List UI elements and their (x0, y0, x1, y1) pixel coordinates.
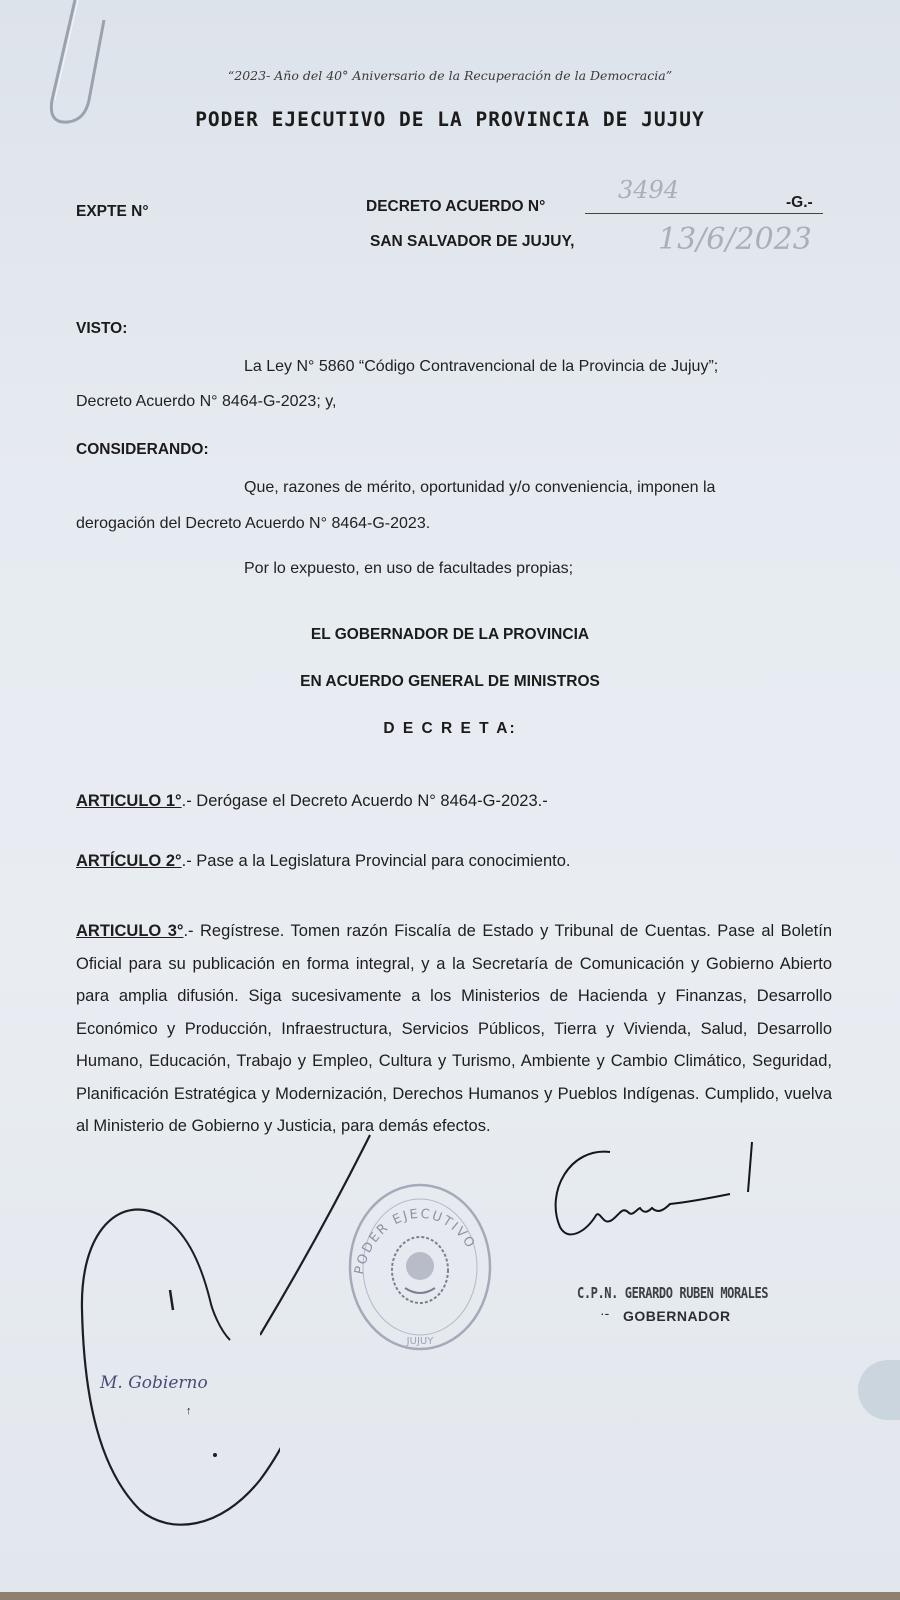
official-seal (345, 1180, 495, 1355)
article-3-text: .- Regístrese. Tomen razón Fiscalía de Estado y Tribunal de Cuentas. Pase al Boletín Oficial para su publicación en forma integral, y a la Secretaría de Comunicación y Gobierno Abierto para amplia difusión. Siga sucesivamente a los Ministerios de Hacienda y Finanzas, Desarrollo Económico y Producción, Infraestructura, Servicios Públicos, Tierra y Vivienda, Salud, Desarrollo Humano, Educación, Trabajo y Empleo, Cultura y Turismo, Ambiente y Cambio Climático, Seguridad, Planificación Estratégica y Modernización, Derechos Humanos y Pueblos Indígenas. Cumplido, vuelva al Ministerio de Gobierno y Justicia, para demás efectos. (76, 922, 832, 1135)
seal-top-text: PODER EJECUTIVO (352, 1206, 479, 1276)
governor-signature (540, 1132, 780, 1252)
annotation-arrow-icon: ↑ (186, 1405, 192, 1417)
ministry-annotation: M. Gobierno (100, 1373, 208, 1393)
visto-text-line-2: Decreto Acuerdo N° 8464-G-2023; y, (76, 393, 337, 410)
decree-suffix: -G.- (786, 194, 813, 211)
considerando-text-line-3: Por lo expuesto, en uso de facultades propias; (244, 560, 574, 577)
article-1-title: ARTICULO 1° (76, 792, 182, 810)
date-handwritten: 13/6/2023 (658, 222, 812, 257)
table-edge (0, 1592, 900, 1600)
visto-label: VISTO: (76, 320, 128, 337)
authority-line-2: EN ACUERDO GENERAL DE MINISTROS (300, 673, 600, 690)
minister-signature-scribble (60, 1190, 280, 1540)
year-motto: “2023- Año del 40° Aniversario de la Recuperación de la Democracia” (227, 68, 673, 83)
considerando-text-line-1: Que, razones de mérito, oportunidad y/o conveniencia, imponen la (244, 479, 716, 496)
issuing-authority-title: PODER EJECUTIVO DE LA PROVINCIA DE JUJUY (195, 108, 705, 131)
governor-name-stamp: C.P.N. GERARDO RUBEN MORALES (577, 1284, 769, 1302)
article-2-title: ARTÍCULO 2° (76, 852, 182, 870)
considerando-label: CONSIDERANDO: (76, 441, 209, 458)
considerando-text-line-2: derogación del Decreto Acuerdo N° 8464-G-2023. (76, 515, 431, 532)
visto-text-line-1: La Ley N° 5860 “Código Contravencional de la Provincia de Jujuy”; (244, 358, 719, 375)
seal-bottom-text: JUJUY (406, 1336, 434, 1347)
decree-number-line (585, 213, 823, 214)
decree-label: DECRETO ACUERDO N° (366, 198, 546, 215)
article-2-text: .- Pase a la Legislatura Provincial para conocimiento. (181, 852, 571, 870)
corner-shadow (858, 1360, 900, 1420)
decreta-heading: D E C R E T A: (383, 720, 517, 737)
article-1-text: .- Derógase el Decreto Acuerdo N° 8464-G-2023.- (181, 792, 548, 810)
article-3-title: ARTICULO 3° (76, 922, 184, 940)
article-1 (76, 785, 832, 818)
governor-role-stamp: GOBERNADOR (623, 1308, 731, 1324)
role-dash-icon: ·- (600, 1305, 610, 1321)
place-label: SAN SALVADOR DE JUJUY, (370, 233, 575, 250)
decree-number-handwritten: 3494 (618, 176, 680, 204)
article-3 (76, 915, 832, 1143)
expte-label: EXPTE N° (76, 203, 149, 220)
authority-line-1: EL GOBERNADOR DE LA PROVINCIA (310, 626, 590, 643)
article-2 (76, 845, 832, 878)
